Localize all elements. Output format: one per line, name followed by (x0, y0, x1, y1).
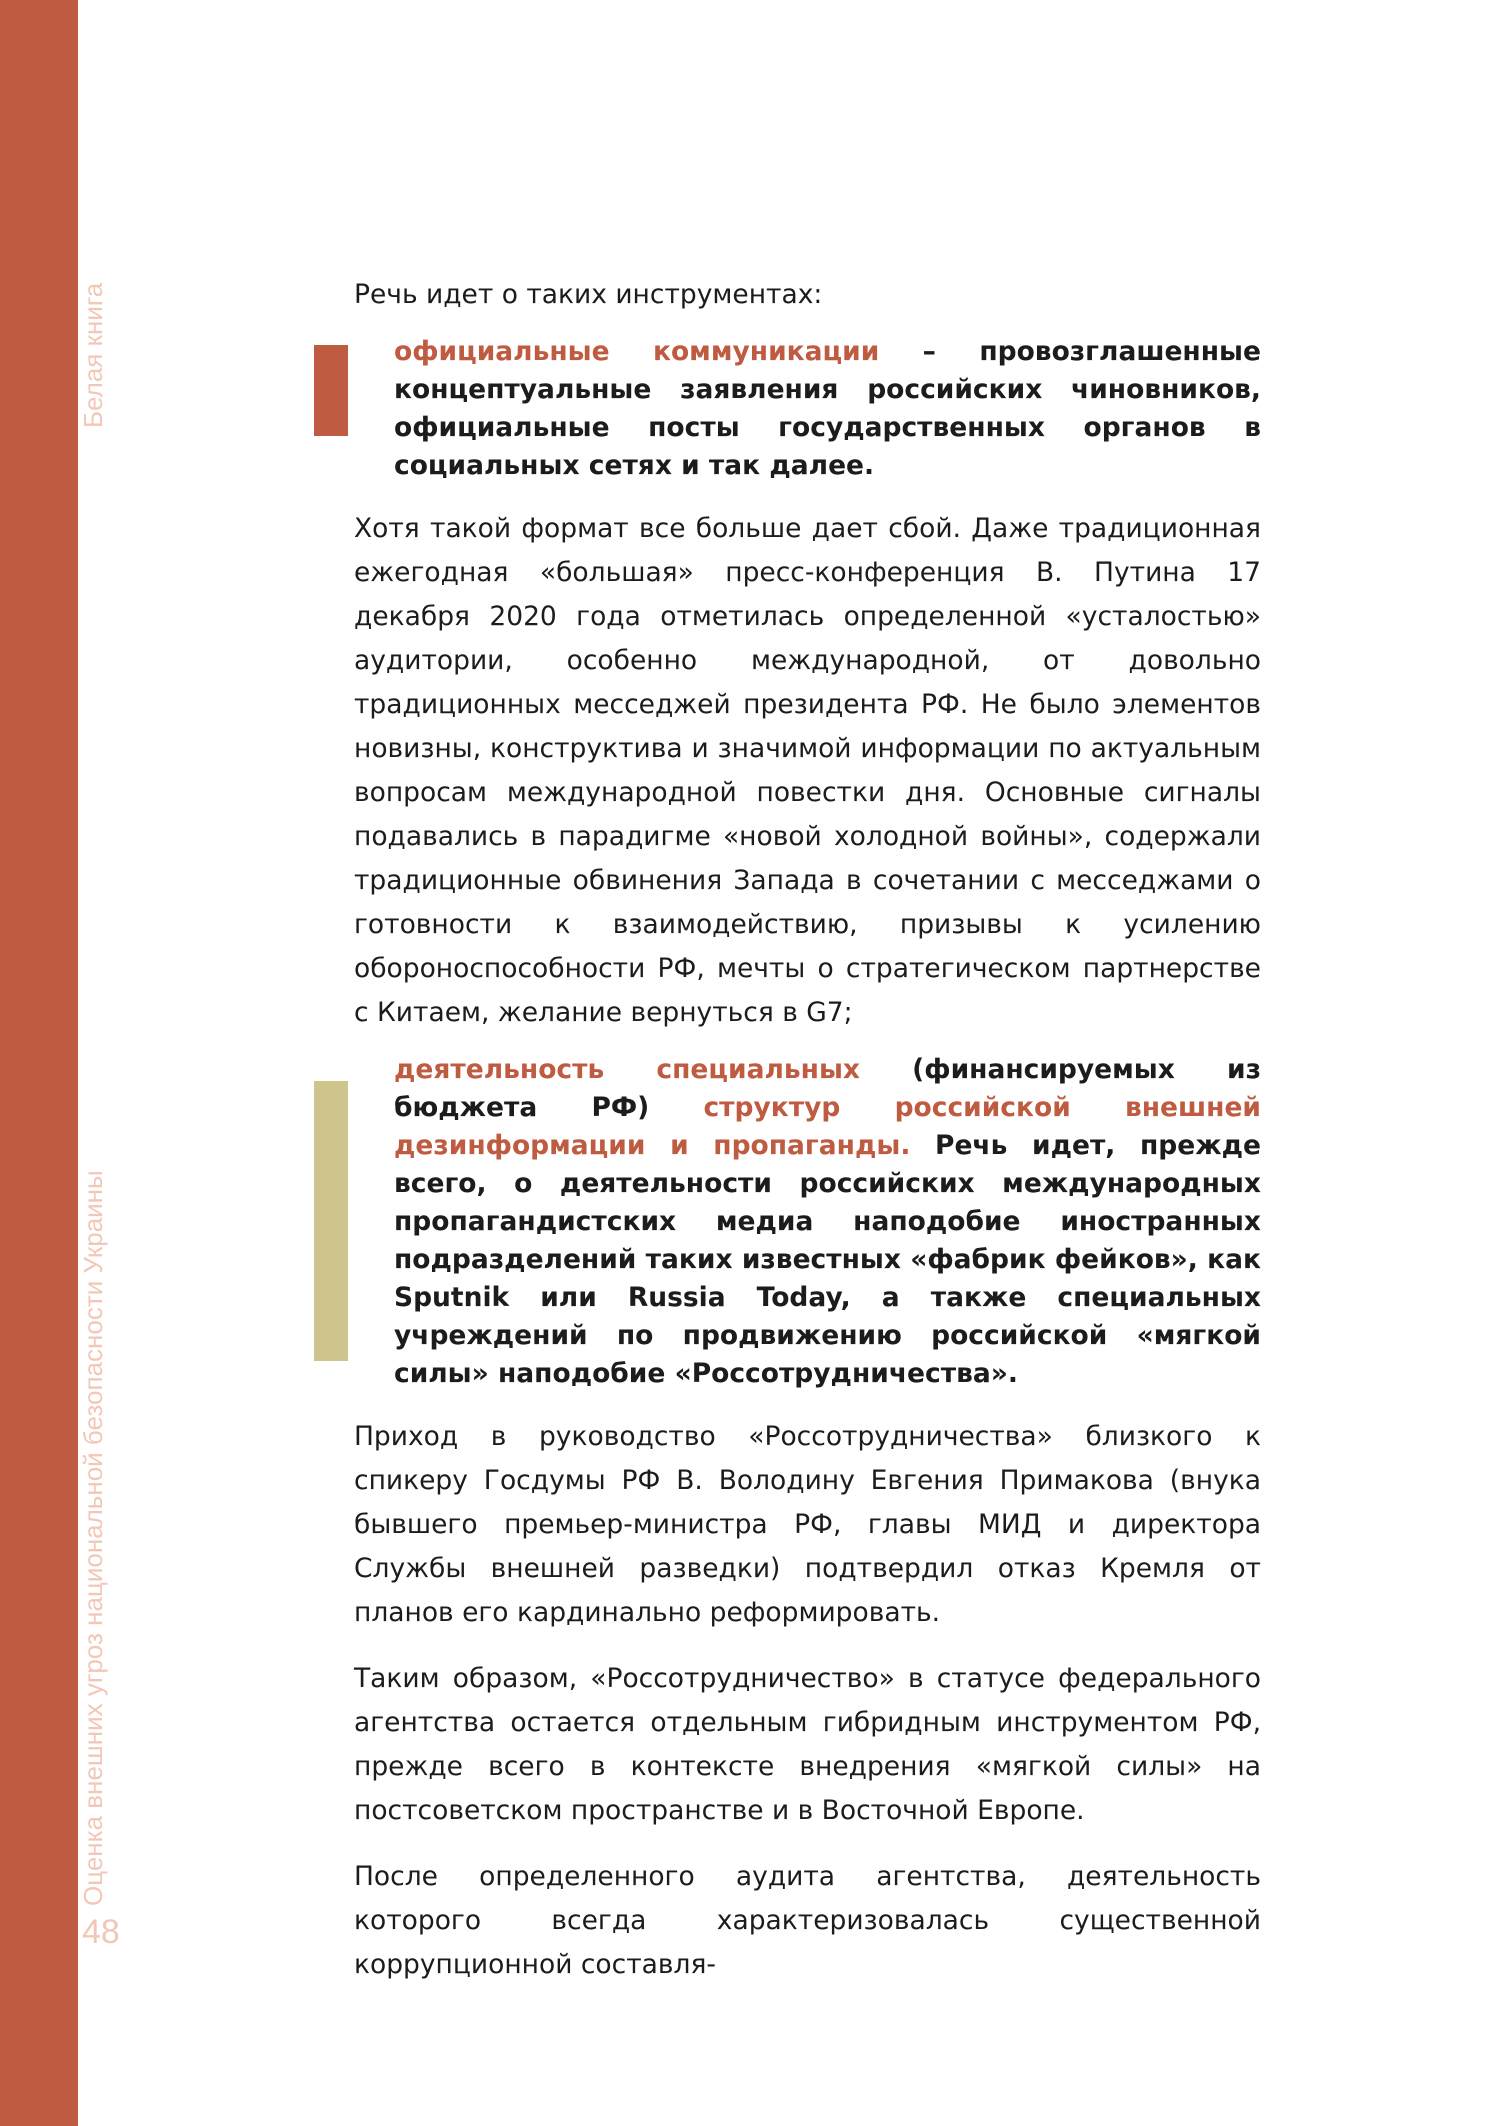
callout2-text (394, 1051, 1261, 1393)
intro-paragraph: Речь идет о таких инструментах: (354, 279, 823, 310)
page-number: 48 (82, 1913, 120, 1951)
book-subtitle: Оценка внешних угроз национальной безопасности Украины (78, 1170, 108, 1906)
callout-bar-red (314, 345, 348, 436)
paragraph-4: После определенного аудита агентства, деятельность которого всегда характеризовалась существенной коррупционной составля- (354, 1861, 1261, 1980)
page-content (354, 273, 1261, 1987)
paragraph-3: Таким образом, «Россотрудничество» в статусе федерального агентства остается отдельным гибридным инструментом РФ, прежде всего в контексте внедрения «мягкой силы» на постсоветском пространстве и в Восточной Европе. (354, 1663, 1261, 1826)
callout2-accent-b: структур российской внешней дезинформации и пропаганды. (394, 1092, 1261, 1161)
sidebar (0, 0, 78, 2126)
callout-official-communications (354, 333, 1261, 485)
callout1-accent: официальные коммуникации (394, 336, 880, 367)
paragraph-2: Приход в руководство «Россотрудничества» близкого к спикеру Госдумы РФ В. Володину Евгения Примакова (внука бывшего премьер-министра РФ, главы МИД и директора Службы внешней разведки) подтвердил отказ Кремля от планов его кардинально реформировать. (354, 1421, 1261, 1628)
book-title: Белая книга (78, 282, 108, 428)
callout2-body: Речь идет, прежде всего, о деятельности российских международных пропагандистских медиа наподобие иностранных подразделений таких известных «фабрик фейков», как Sputnik или Russia Today, а также специальных учреждений по продвижению российской «мягкой силы» наподобие «Россотрудничества». (394, 1130, 1261, 1389)
paragraph-1: Хотя такой формат все больше дает сбой. Даже традиционная ежегодная «большая» пресс-конференция В. Путина 17 декабря 2020 года отметилась определенной «усталостью» аудитории, особенно международной, от довольно традиционных месседжей президента РФ. Не было элементов новизны, конструктива и значимой информации по актуальным вопросам международной повестки дня. Основные сигналы подавались в парадигме «новой холодной войны», содержали традиционные обвинения Запада в сочетании с месседжами о готовности к взаимодействию, призывы к усилению обороноспособности РФ, мечты о стратегическом партнерстве с Китаем, желание вернуться в G7; (354, 513, 1261, 1028)
callout-bar-olive (314, 1081, 348, 1361)
callout-special-structures (354, 1051, 1261, 1393)
callout2-plain: (финансируемых из бюджета РФ) (394, 1054, 1261, 1123)
callout1-body: – провозглашенные концептуальные заявления российских чиновников, официальные посты государственных органов в социальных сетях и так далее. (394, 336, 1261, 481)
callout1-text (394, 333, 1261, 485)
callout2-accent-a: деятельность специальных (394, 1054, 861, 1085)
